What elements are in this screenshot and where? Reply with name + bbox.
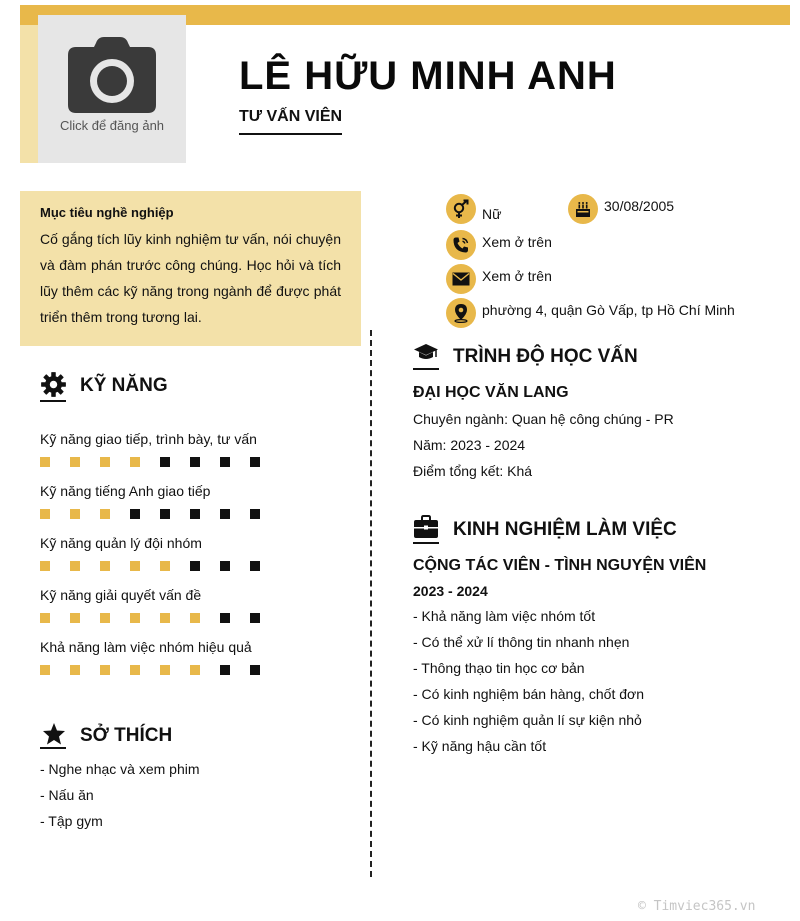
career-objective-box [20, 191, 361, 346]
footer-watermark: © Timviec365.vn [638, 899, 756, 914]
candidate-name: LÊ HỮU MINH ANH [239, 54, 617, 98]
skill-dot [40, 457, 50, 467]
phone-icon [446, 230, 476, 260]
skill-dot [130, 509, 140, 519]
experience-item: - Thông thạo tin học cơ bản [413, 660, 585, 676]
photo-caption: Click để đăng ảnh [59, 118, 165, 133]
skill-dot [160, 665, 170, 675]
experience-title: KINH NGHIỆM LÀM VIỆC [453, 519, 677, 540]
experience-role: CỘNG TÁC VIÊN - TÌNH NGUYỆN VIÊN [413, 557, 707, 574]
education-major: Chuyên ngành: Quan hệ công chúng - PR [413, 411, 674, 427]
skill-dot [250, 561, 260, 571]
skill-dot [250, 613, 260, 623]
location-icon [446, 298, 476, 328]
objective-text: Cố gắng tích lũy kinh nghiệm tư vấn, nói chuyện và đàm phán trước công chúng. Học hỏi và tích lũy thêm các kỹ năng trong ngành để được phát triển thêm trong tương lai. [40, 231, 341, 325]
skills-underline [40, 400, 66, 402]
gender-value: Nữ [482, 206, 502, 222]
star-icon [42, 722, 66, 746]
skill-dot [70, 613, 80, 623]
skill-dot [160, 561, 170, 571]
skill-dot [220, 665, 230, 675]
skill-dot [190, 613, 200, 623]
skills-title: KỸ NĂNG [80, 375, 168, 396]
skill-dot [160, 509, 170, 519]
skill-dot [100, 613, 110, 623]
email-icon [446, 264, 476, 294]
skill-dot [160, 613, 170, 623]
hobby-item: - Tập gym [40, 813, 103, 829]
skill-name: Kỹ năng giải quyết vấn đề [40, 587, 202, 603]
skill-dot [190, 561, 200, 571]
birthday-value: 30/08/2005 [604, 198, 675, 214]
graduation-cap-icon [413, 343, 439, 365]
gender-icon [446, 194, 476, 224]
objective-title: Mục tiêu nghề nghiệp [40, 205, 174, 220]
education-grade: Điểm tổng kết: Khá [413, 463, 533, 479]
hobbies-title: SỞ THÍCH [80, 725, 173, 746]
hobbies-underline [40, 747, 66, 749]
column-divider [370, 330, 372, 877]
skill-dot [100, 665, 110, 675]
hobby-item: - Nghe nhạc và xem phim [40, 761, 200, 777]
skill-dot [100, 457, 110, 467]
skill-name: Khả năng làm việc nhóm hiệu quả [40, 639, 252, 655]
skill-dot [190, 509, 200, 519]
skill-dot [250, 457, 260, 467]
briefcase-icon [413, 515, 439, 539]
skill-name: Kỹ năng tiếng Anh giao tiếp [40, 483, 211, 499]
education-title: TRÌNH ĐỘ HỌC VẤN [453, 346, 638, 367]
skill-dot [130, 457, 140, 467]
phone-value: Xem ở trên [482, 234, 552, 250]
skill-dot [160, 457, 170, 467]
skill-name: Kỹ năng giao tiếp, trình bày, tư vấn [40, 431, 257, 447]
school-name: ĐẠI HỌC VĂN LANG [413, 384, 569, 401]
skill-dot [70, 509, 80, 519]
education-underline [413, 368, 439, 370]
candidate-position: TƯ VẤN VIÊN [239, 108, 342, 135]
address-value: phường 4, quận Gò Vấp, tp Hồ Chí Minh [482, 302, 735, 318]
skill-dot [40, 509, 50, 519]
skill-dot [190, 457, 200, 467]
experience-item: - Có kinh nghiệm bán hàng, chốt đơn [413, 686, 644, 702]
education-year: Năm: 2023 - 2024 [413, 437, 526, 453]
experience-item: - Có thể xử lí thông tin nhanh nhẹn [413, 634, 630, 650]
skill-dot [250, 665, 260, 675]
skill-name: Kỹ năng quản lý đội nhóm [40, 535, 202, 551]
email-value: Xem ở trên [482, 268, 552, 284]
skill-dot [220, 613, 230, 623]
skill-dot [100, 561, 110, 571]
skill-dot [100, 509, 110, 519]
skill-dot [190, 665, 200, 675]
skill-dot [70, 457, 80, 467]
experience-period: 2023 - 2024 [413, 583, 488, 599]
skill-dot [220, 509, 230, 519]
skill-dot [130, 613, 140, 623]
skill-dot [40, 613, 50, 623]
gear-icon [40, 371, 67, 398]
experience-item: - Kỹ năng hậu cần tốt [413, 738, 547, 754]
experience-underline [413, 542, 439, 544]
skill-dot [70, 561, 80, 571]
skill-dot [220, 561, 230, 571]
skill-dot [40, 665, 50, 675]
experience-item: - Khả năng làm việc nhóm tốt [413, 608, 596, 624]
camera-icon [68, 37, 156, 113]
skill-dot [70, 665, 80, 675]
photo-accent-band [20, 25, 40, 163]
skill-dot [250, 509, 260, 519]
skill-dot [220, 457, 230, 467]
skill-dot [130, 561, 140, 571]
photo-upload-box[interactable] [38, 15, 186, 163]
birthday-cake-icon [568, 194, 598, 224]
hobby-item: - Nấu ăn [40, 787, 94, 803]
skill-dot [40, 561, 50, 571]
skill-dot [130, 665, 140, 675]
experience-item: - Có kinh nghiệm quản lí sự kiện nhỏ [413, 712, 642, 728]
